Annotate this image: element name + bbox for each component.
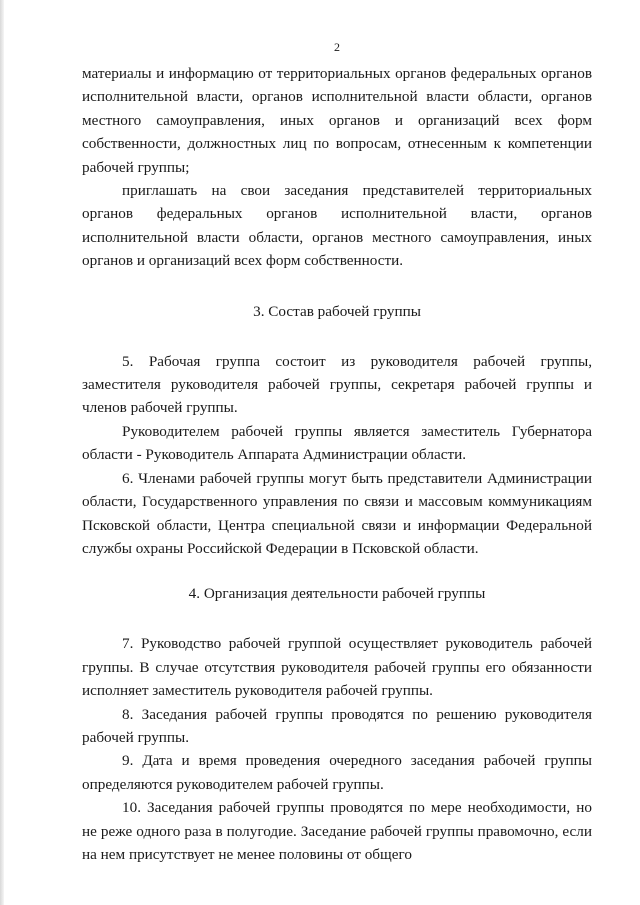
paragraph-continued: материалы и информацию от территориальных органов федеральных органов исполнительной власти, органов исполнительной власти области, органов местного самоуправления, иных органов и организаций всех форм собственности, должностных лиц по вопросам, отнесенным к компетенции рабочей группы;: [82, 65, 592, 176]
page-edge-shadow: [0, 0, 4, 905]
paragraph-10: 10. Заседания рабочей группы проводятся по мере необходимости, но не реже одного раза в полугодие. Заседание рабочей группы правомочно, если на нем присутствует не менее половины от общего: [82, 799, 592, 863]
paragraph-7: 7. Руководство рабочей группой осуществляет руководитель рабочей группы. В случае отсутствия руководителя рабочей группы его обязанности исполняет заместитель руководителя рабочей группы.: [82, 635, 592, 700]
paragraph-invite: приглашать на свои заседания представителей территориальных органов федеральных органов исполнительной власти, органов исполнительной власти области, органов местного самоуправления, иных органов и организаций всех форм собственности.: [82, 182, 592, 270]
page-number: 2: [334, 40, 340, 54]
section-3-heading: 3. Состав рабочей группы: [253, 302, 421, 320]
paragraph-head-of-group: Руководителем рабочей группы является заместитель Губернатора области - Руководитель Аппарата Администрации области.: [82, 422, 592, 464]
paragraph-5: 5. Рабочая группа состоит из руководителя рабочей группы, заместителя руководителя рабочей группы, секретаря рабочей группы и членов рабочей группы.: [82, 352, 592, 417]
paragraph-9: 9. Дата и время проведения очередного заседания рабочей группы определяются руководителем рабочей группы.: [82, 752, 592, 793]
paragraph-6: 6. Членами рабочей группы могут быть представители Администрации области, Государственного управления по связи и массовым коммуникациям Псковской области, Центра специальной связи и информации Федеральной службы охраны Российской Федерации в Псковской области.: [82, 469, 592, 557]
section-4-heading: 4. Организация деятельности рабочей группы: [188, 585, 486, 603]
paragraph-8: 8. Заседания рабочей группы проводятся по решению руководителя рабочей группы.: [82, 705, 592, 746]
